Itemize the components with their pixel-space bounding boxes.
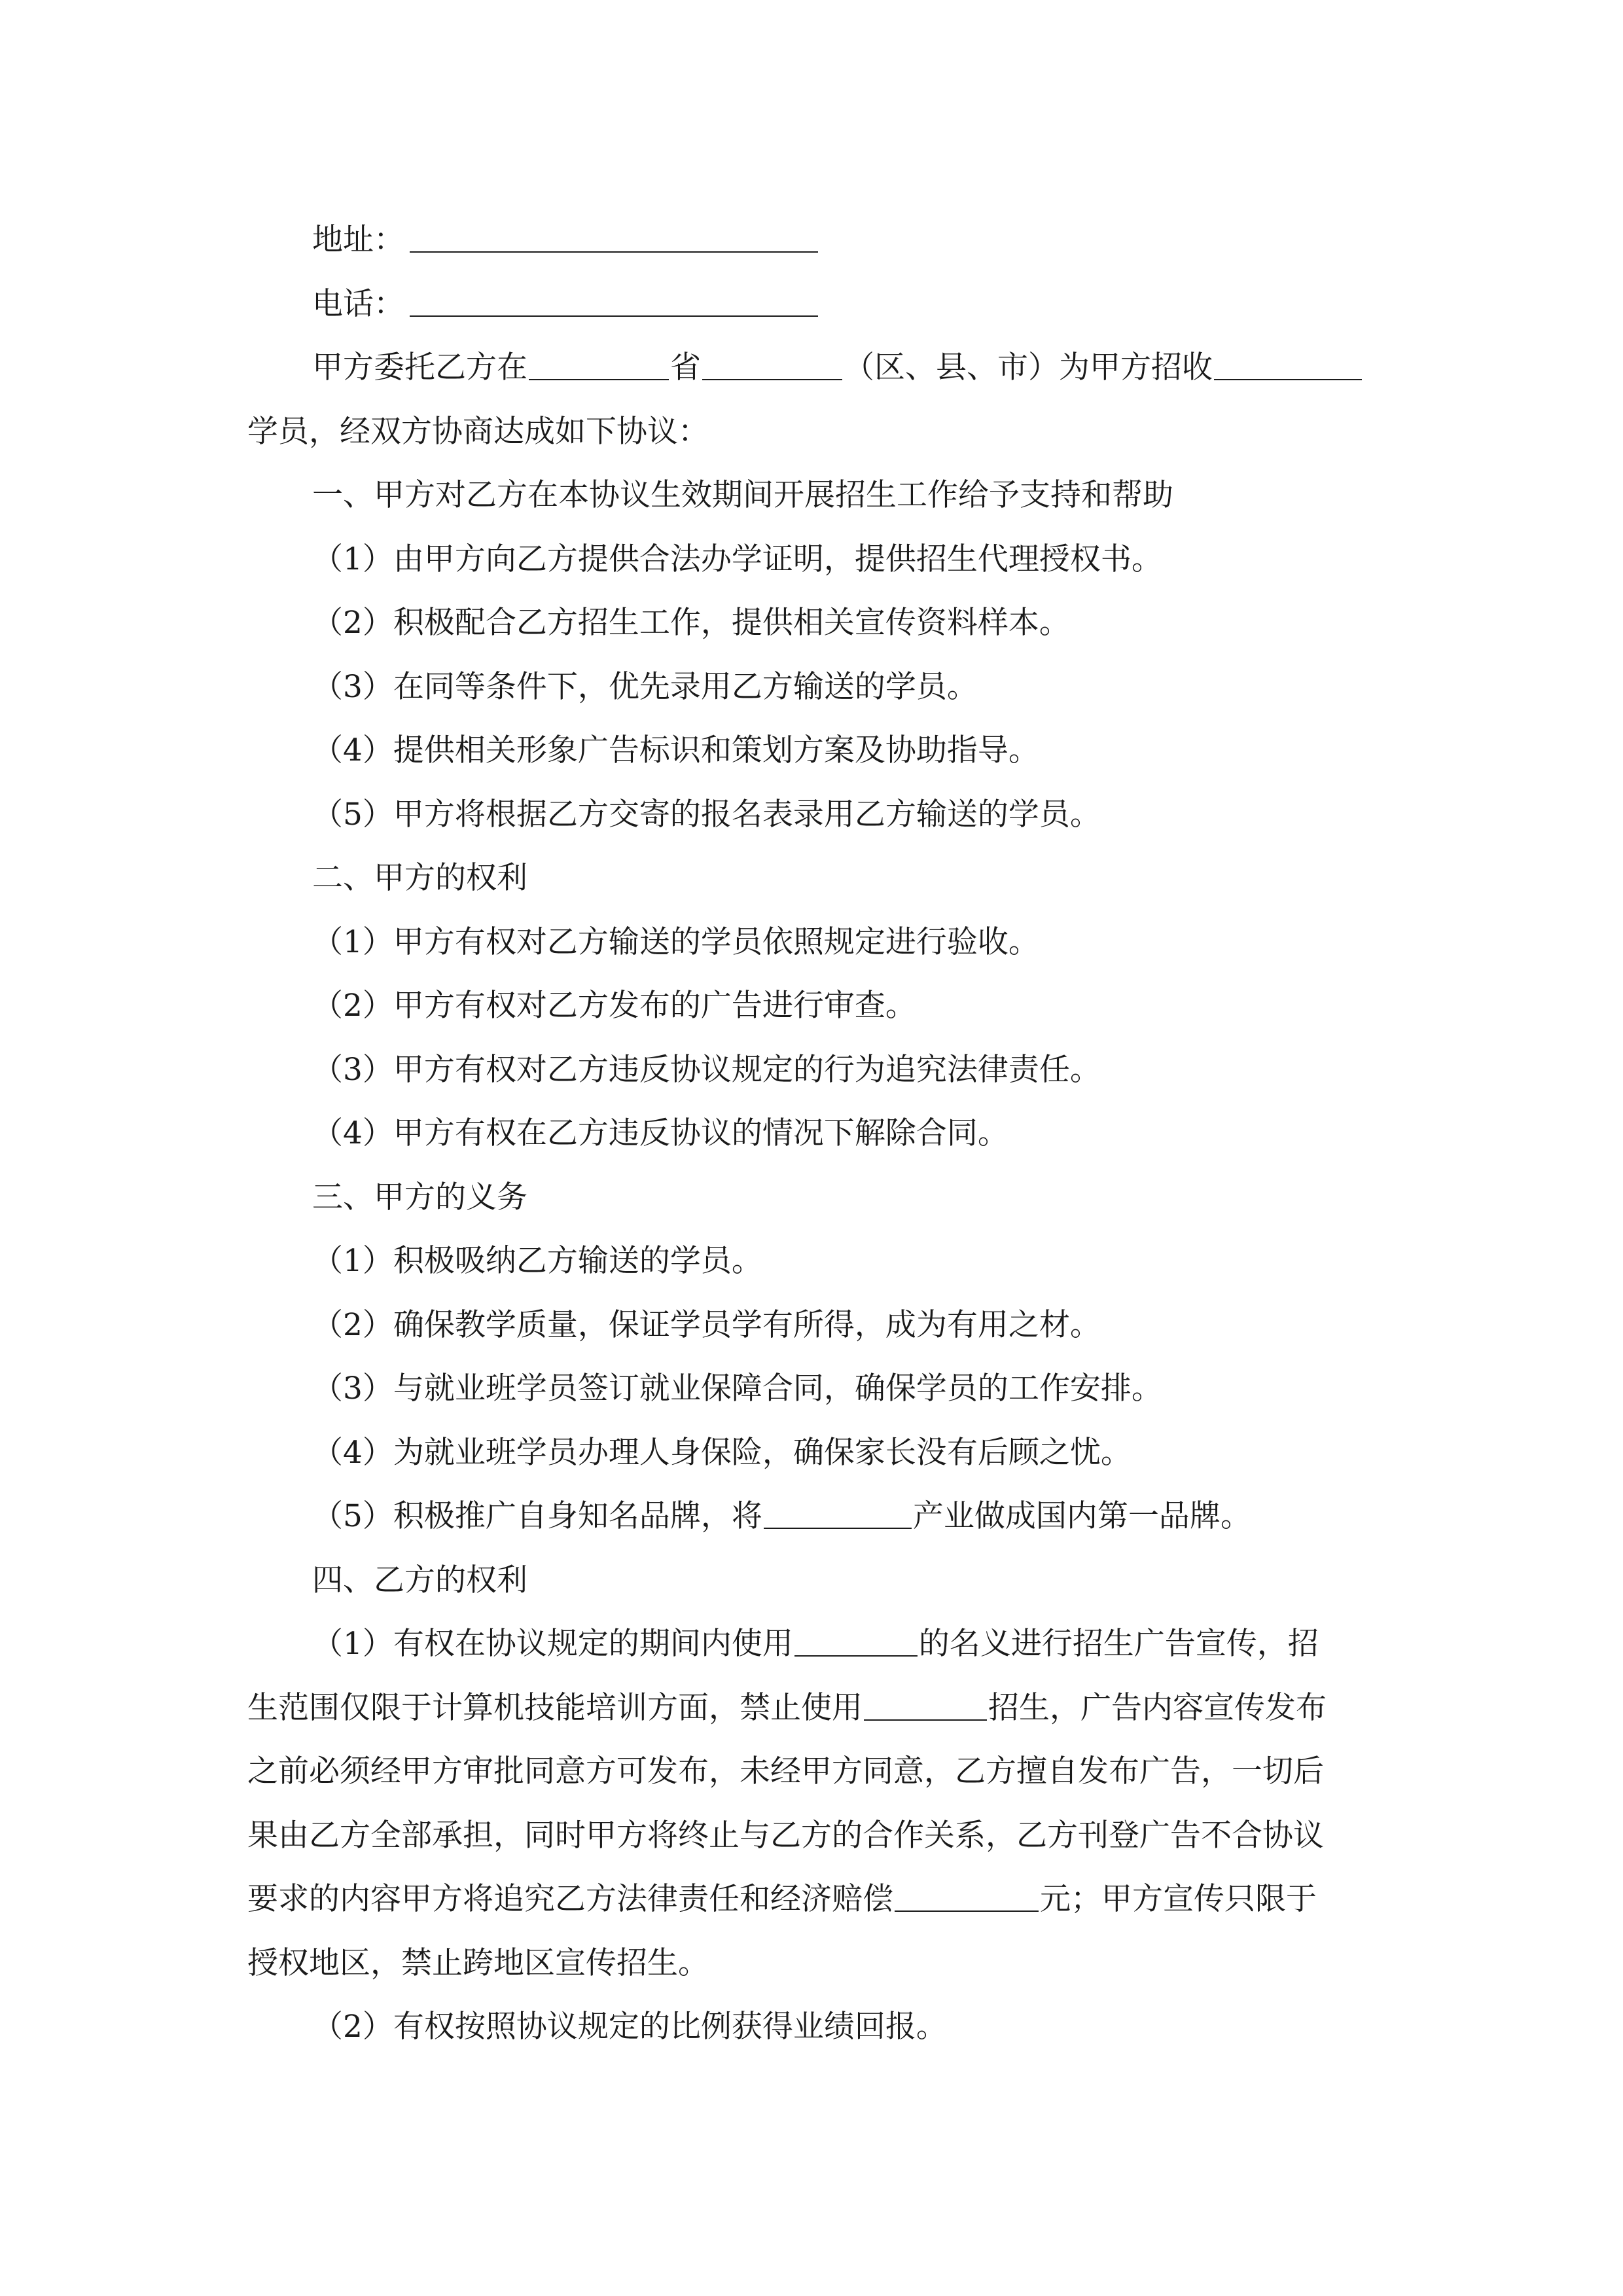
section-3-item: （1）积极吸纳乙方输送的学员。 (312, 1243, 762, 1279)
section-4-item-1-line-4: 果由乙方全部承担，同时甲方将终止与乙方的合作关系，乙方刊登广告不合协议 (247, 1817, 1324, 1854)
section-3-item: （4）为就业班学员办理人身保险，确保家长没有后顾之忧。 (312, 1434, 1132, 1471)
section-3-item: （2）确保教学质量，保证学员学有所得，成为有用之材。 (312, 1306, 1101, 1343)
intro-text-3: （区、县、市）为甲方招收 (844, 350, 1213, 386)
section-2-item: （1）甲方有权对乙方输送的学员依照规定进行验收。 (312, 924, 1039, 960)
contract-body (247, 208, 1377, 2059)
section-3-item-5-text-2: 产业做成国内第一品牌。 (912, 1498, 1251, 1534)
prohibited-name-blank[interactable] (864, 1691, 987, 1721)
intro-line-2: 学员，经双方协商达成如下协议： (247, 413, 709, 450)
phone-blank[interactable] (410, 287, 818, 317)
section-4-text: 要求的内容甲方将追究乙方法律责任和经济赔偿 (247, 1881, 893, 1917)
province-blank[interactable] (529, 350, 669, 380)
section-4-text: 招生，广告内容宣传发布 (988, 1689, 1327, 1726)
address-label: 地址： (312, 222, 404, 258)
industry-blank[interactable] (764, 1499, 912, 1529)
section-4-text: 生范围仅限于计算机技能培训方面，禁止使用 (247, 1689, 863, 1726)
section-3-item: （3）与就业班学员签订就业保障合同，确保学员的工作安排。 (312, 1371, 1162, 1407)
section-4-item-1-line-5 (247, 1867, 1377, 1931)
section-1-item: （3）在同等条件下，优先录用乙方输送的学员。 (312, 668, 978, 705)
section-2-item: （4）甲方有权在乙方违反协议的情况下解除合同。 (312, 1115, 1008, 1151)
section-1-item: （5）甲方将根据乙方交寄的报名表录用乙方输送的学员。 (312, 796, 1101, 833)
compensation-blank[interactable] (895, 1882, 1039, 1912)
program-blank[interactable] (1214, 350, 1362, 380)
section-3-heading: 三、甲方的义务 (312, 1179, 527, 1215)
section-4-item-1-line-3: 之前必须经甲方审批同意方可发布，未经甲方同意，乙方擅自发布广告，一切后 (247, 1753, 1324, 1789)
section-4-text: （1）有权在协议规定的期间内使用 (312, 1626, 793, 1662)
section-2-item: （2）甲方有权对乙方发布的广告进行审查。 (312, 988, 916, 1024)
section-1-heading: 一、甲方对乙方在本协议生效期间开展招生工作给予支持和帮助 (312, 477, 1173, 513)
section-3-item-5-text-1: （5）积极推广自身知名品牌，将 (312, 1498, 762, 1534)
section-4-item-1-line-1 (247, 1612, 1377, 1676)
section-4-item-2: （2）有权按照协议规定的比例获得业绩回报。 (312, 2009, 947, 2045)
intro-line-1 (247, 336, 1377, 400)
section-4-text: 的名义进行招生广告宣传，招 (918, 1626, 1319, 1662)
district-blank[interactable] (702, 350, 842, 380)
section-4-item-1-line-6: 授权地区，禁止跨地区宣传招生。 (247, 1945, 709, 1981)
phone-line (247, 272, 1377, 336)
phone-label: 电话： (312, 285, 404, 322)
intro-text-1: 甲方委托乙方在 (312, 350, 527, 386)
section-3-item-5 (247, 1484, 1377, 1549)
section-4-item-1-line-2 (247, 1676, 1377, 1740)
section-4-text: 元；甲方宣传只限于 (1040, 1881, 1317, 1917)
intro-text-2: 省 (670, 350, 701, 386)
section-1-item: （1）由甲方向乙方提供合法办学证明，提供招生代理授权书。 (312, 541, 1162, 577)
section-2-heading: 二、甲方的权利 (312, 860, 527, 896)
name-blank[interactable] (794, 1626, 918, 1657)
address-line (247, 208, 1377, 272)
section-2-item: （3）甲方有权对乙方违反协议规定的行为追究法律责任。 (312, 1051, 1101, 1088)
section-1-item: （4）提供相关形象广告标识和策划方案及协助指导。 (312, 732, 1039, 768)
section-1-item: （2）积极配合乙方招生工作，提供相关宣传资料样本。 (312, 605, 1070, 641)
section-4-heading: 四、乙方的权利 (312, 1562, 527, 1598)
address-blank[interactable] (410, 223, 818, 253)
